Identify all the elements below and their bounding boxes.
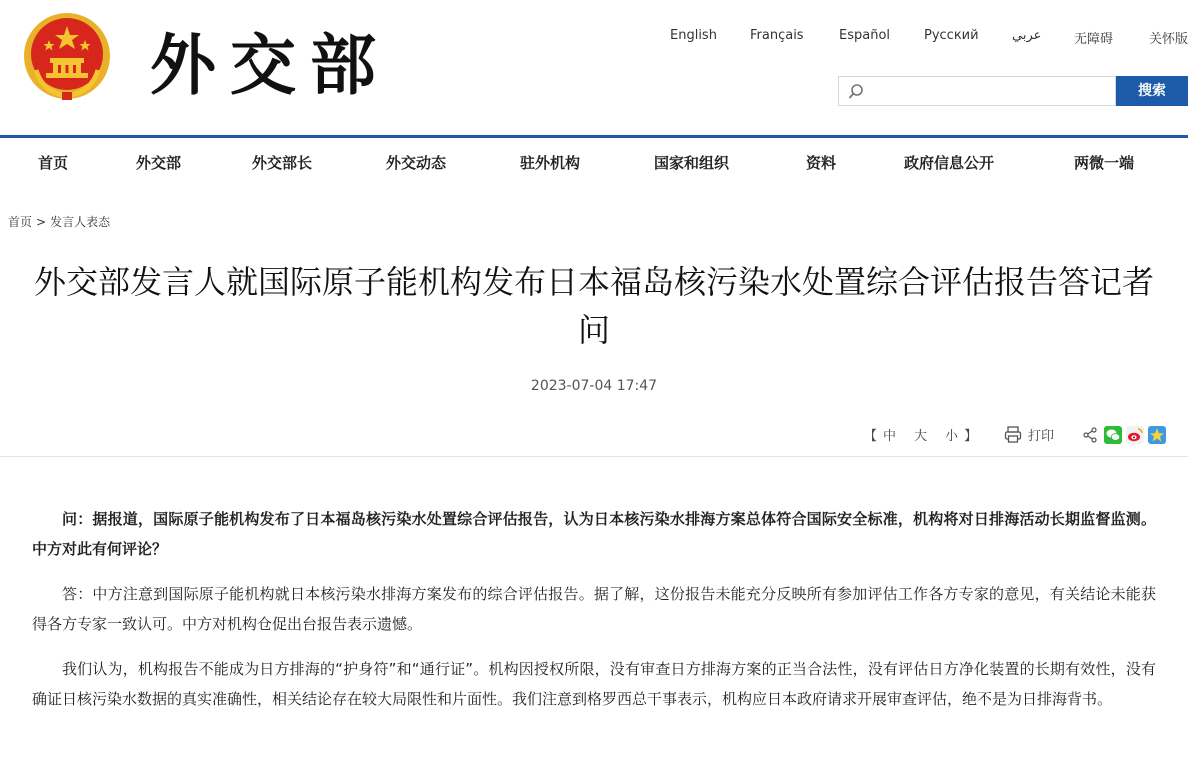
lang-spanish-link[interactable]: Español bbox=[839, 28, 891, 43]
breadcrumb-current-link[interactable]: 发言人表态 bbox=[50, 215, 111, 229]
lang-english-link[interactable]: English bbox=[670, 28, 717, 43]
search-button[interactable]: 搜索 bbox=[1116, 76, 1188, 106]
nav-item-countries[interactable]: 国家和组织 bbox=[654, 154, 730, 172]
accessibility-link[interactable]: 无障碍 bbox=[1074, 32, 1114, 47]
nav-item-gov-info[interactable]: 政府信息公开 bbox=[904, 154, 995, 172]
font-size-switcher bbox=[864, 425, 977, 444]
font-size-bracket-close: 】 bbox=[964, 429, 978, 444]
breadcrumb bbox=[8, 213, 110, 230]
national-emblem-icon[interactable] bbox=[22, 10, 112, 102]
nav-item-news[interactable]: 外交动态 bbox=[386, 154, 447, 172]
font-size-small-button[interactable]: 小 bbox=[945, 429, 959, 444]
printer-icon[interactable] bbox=[1004, 426, 1022, 443]
nav-item-missions[interactable]: 驻外机构 bbox=[520, 154, 581, 172]
article-paragraph: 我们认为，机构报告不能成为日方排海的“护身符”和“通行证”。机构因授权所限，没有审查日方排海方案的正当合法性，没有评估日方净化装置的长期有效性，没有确证日核污染水数据的真实准确性，相关结论存在较大局限性和片面性。我们注意到格罗西总干事表示，机构应日本政府请求开展审查评估，绝不是为日排海背书。 bbox=[32, 660, 1156, 708]
site-header bbox=[0, 0, 1188, 136]
nav-item-ministry[interactable]: 外交部 bbox=[136, 154, 182, 172]
search-input[interactable] bbox=[869, 79, 1109, 103]
nav-item-social[interactable]: 两微一端 bbox=[1074, 154, 1135, 172]
qzone-icon[interactable] bbox=[1148, 426, 1166, 444]
article-date: 2023-07-04 17:47 bbox=[530, 378, 658, 394]
font-size-medium-button[interactable]: 大 bbox=[914, 429, 928, 444]
lang-french-link[interactable]: Français bbox=[750, 28, 804, 43]
main-nav bbox=[0, 138, 1188, 188]
wechat-icon[interactable] bbox=[1104, 426, 1122, 444]
weibo-icon[interactable] bbox=[1126, 426, 1144, 444]
lang-russian-link[interactable]: Русский bbox=[924, 28, 979, 43]
font-size-large-button[interactable]: 中 bbox=[883, 429, 897, 444]
lang-arabic-link[interactable]: عربي bbox=[1012, 28, 1042, 43]
language-bar bbox=[650, 28, 1188, 48]
nav-item-resources[interactable]: 资料 bbox=[806, 154, 837, 172]
content-divider bbox=[0, 456, 1188, 457]
share-icon[interactable] bbox=[1082, 427, 1098, 443]
article-paragraph-answer: 答：中方注意到国际原子能机构就日本核污染水排海方案发布的综合评估报告。据了解，这份报告未能充分反映所有参加评估工作各方专家的意见，有关结论未能获得各方专家一致认可。中方对机构仓促出台报告表示遗憾。 bbox=[32, 585, 1156, 633]
site-logo-calligraphy[interactable] bbox=[150, 10, 390, 130]
article-title: 外交部发言人就国际原子能机构发布日本福岛核污染水处置综合评估报告答记者问 bbox=[33, 263, 1154, 349]
search-icon bbox=[847, 83, 865, 101]
search-box bbox=[838, 76, 1116, 106]
breadcrumb-separator: > bbox=[36, 215, 47, 229]
article-body bbox=[32, 504, 1156, 729]
print-link[interactable]: 打印 bbox=[1028, 429, 1055, 444]
breadcrumb-home-link[interactable]: 首页 bbox=[8, 215, 33, 229]
svg-text:外交部: 外交部 bbox=[150, 26, 390, 104]
font-size-bracket-open: 【 bbox=[864, 429, 878, 444]
nav-item-home[interactable]: 首页 bbox=[38, 154, 69, 172]
article-paragraph-question: 问：据报道，国际原子能机构发布了日本福岛核污染水处置综合评估报告，认为日本核污染水排海方案总体符合国际安全标准，机构将对日排海活动长期监督监测。中方对此有何评论？ bbox=[32, 510, 1156, 558]
nav-item-minister[interactable]: 外交部长 bbox=[252, 154, 313, 172]
care-mode-link[interactable]: 关怀版 bbox=[1149, 32, 1188, 47]
